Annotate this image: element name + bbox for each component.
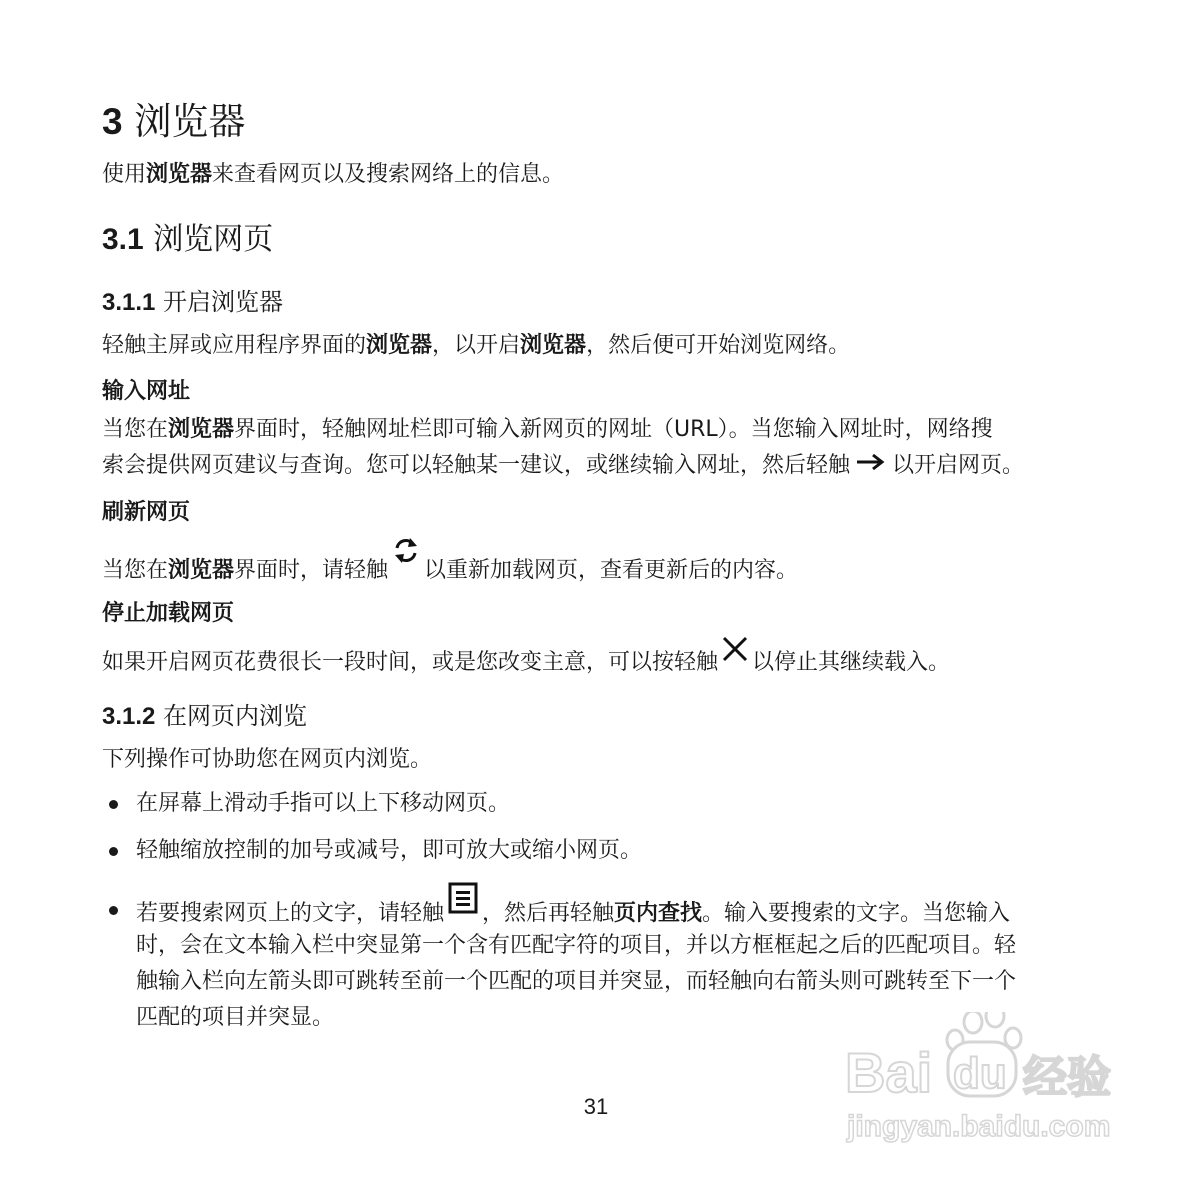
svg-text:du: du	[953, 1049, 1007, 1098]
intro-bold: 浏览器	[146, 162, 213, 187]
refresh-mid: 界面时，请轻触	[234, 558, 389, 583]
subsection-title-text-2: 在网页内浏览	[163, 702, 308, 730]
b3-pre: 若要搜索网页上的文字，请轻触	[136, 901, 445, 926]
right-arrow-icon	[856, 448, 886, 484]
stop-heading: 停止加载网页	[102, 601, 235, 626]
subsection-title-text-1: 开启浏览器	[163, 288, 284, 316]
svg-text:Bai: Bai	[845, 1041, 933, 1104]
stop-pre: 如果开启网页花费很长一段时间，或是您改变主意，可以按轻触	[102, 650, 719, 675]
b3-bold: 页内查找	[614, 901, 703, 926]
refresh-bold: 浏览器	[168, 558, 235, 583]
b3-mid: ，然后再轻触	[482, 901, 615, 926]
in-page-intro: 下列操作可协助您在网页内浏览。	[102, 747, 433, 772]
intro-pre: 使用	[102, 162, 147, 187]
open-mid: ，以开启	[432, 333, 521, 358]
section-number: 3.1	[102, 223, 144, 256]
refresh-pre: 当您在	[102, 558, 169, 583]
open-pre: 轻触主屏或应用程序界面的	[102, 333, 367, 358]
refresh-heading: 刷新网页	[102, 500, 191, 525]
chapter-title	[102, 98, 245, 146]
subsection-number-2: 3.1.2	[102, 703, 156, 730]
stop-post: 以停止其继续载入。	[752, 650, 951, 675]
url-l2-post: 以开启网页。	[892, 453, 1025, 478]
subsection-number-1: 3.1.1	[102, 289, 156, 316]
stop-text	[102, 642, 950, 684]
url-heading: 输入网址	[102, 379, 191, 404]
list-item-text-line-4: 匹配的项目并突显。	[136, 1005, 335, 1030]
subsection-title-2	[102, 699, 307, 734]
menu-icon	[448, 882, 478, 926]
open-browser-text	[102, 328, 850, 364]
open-bold-2: 浏览器	[520, 333, 587, 358]
svg-text:经验: 经验	[1023, 1052, 1111, 1103]
refresh-post: 以重新加载网页，查看更新后的内容。	[424, 558, 799, 583]
url-l1-bold: 浏览器	[168, 417, 235, 442]
list-item-text: 轻触缩放控制的加号或减号，即可放大或缩小网页。	[136, 838, 643, 863]
open-post: ，然后便可开始浏览网络。	[586, 333, 851, 358]
list-item-text-line-3: 触输入栏向左箭头即可跳转至前一个匹配的项目并突显，而轻触向右箭头则可跳转至下一个	[136, 969, 1017, 994]
chapter-intro	[102, 157, 564, 193]
list-item-text-line-2: 时，会在文本输入栏中突显第一个含有匹配字符的项目，并以方框框起之后的匹配项目。轻	[136, 933, 1017, 958]
baidu-watermark-logo	[845, 1012, 1135, 1152]
svg-text:jingyan.baidu.com: jingyan.baidu.com	[847, 1110, 1111, 1143]
open-bold-1: 浏览器	[366, 333, 433, 358]
refresh-icon	[392, 536, 420, 578]
intro-post: 来查看网页以及搜索网络上的信息。	[212, 162, 565, 187]
chapter-title-text: 浏览器	[134, 100, 246, 143]
bullet-dot	[109, 800, 118, 809]
bullet-dot	[109, 847, 118, 856]
refresh-text	[102, 550, 798, 592]
url-l1-post: 界面时，轻触网址栏即可输入新网页的网址（URL）。当您输入网址时，网络搜	[234, 417, 993, 442]
url-text-line-2	[102, 448, 1024, 484]
b3-post: 。输入要搜索的文字。当您输入	[702, 901, 1011, 926]
chapter-number: 3	[102, 101, 123, 142]
section-title	[102, 219, 273, 261]
section-title-text: 浏览网页	[153, 222, 274, 257]
list-item-text: 在屏幕上滑动手指可以上下移动网页。	[136, 791, 511, 816]
url-l2-pre: 索会提供网页建议与查询。您可以轻触某一建议，或继续输入网址，然后轻触	[102, 453, 851, 478]
subsection-title-1	[102, 285, 283, 320]
close-icon	[720, 634, 750, 676]
bullet-dot	[109, 906, 118, 915]
page-number: 31	[583, 1094, 609, 1119]
url-l1-pre: 当您在	[102, 417, 169, 442]
url-text-line-1	[102, 412, 993, 448]
